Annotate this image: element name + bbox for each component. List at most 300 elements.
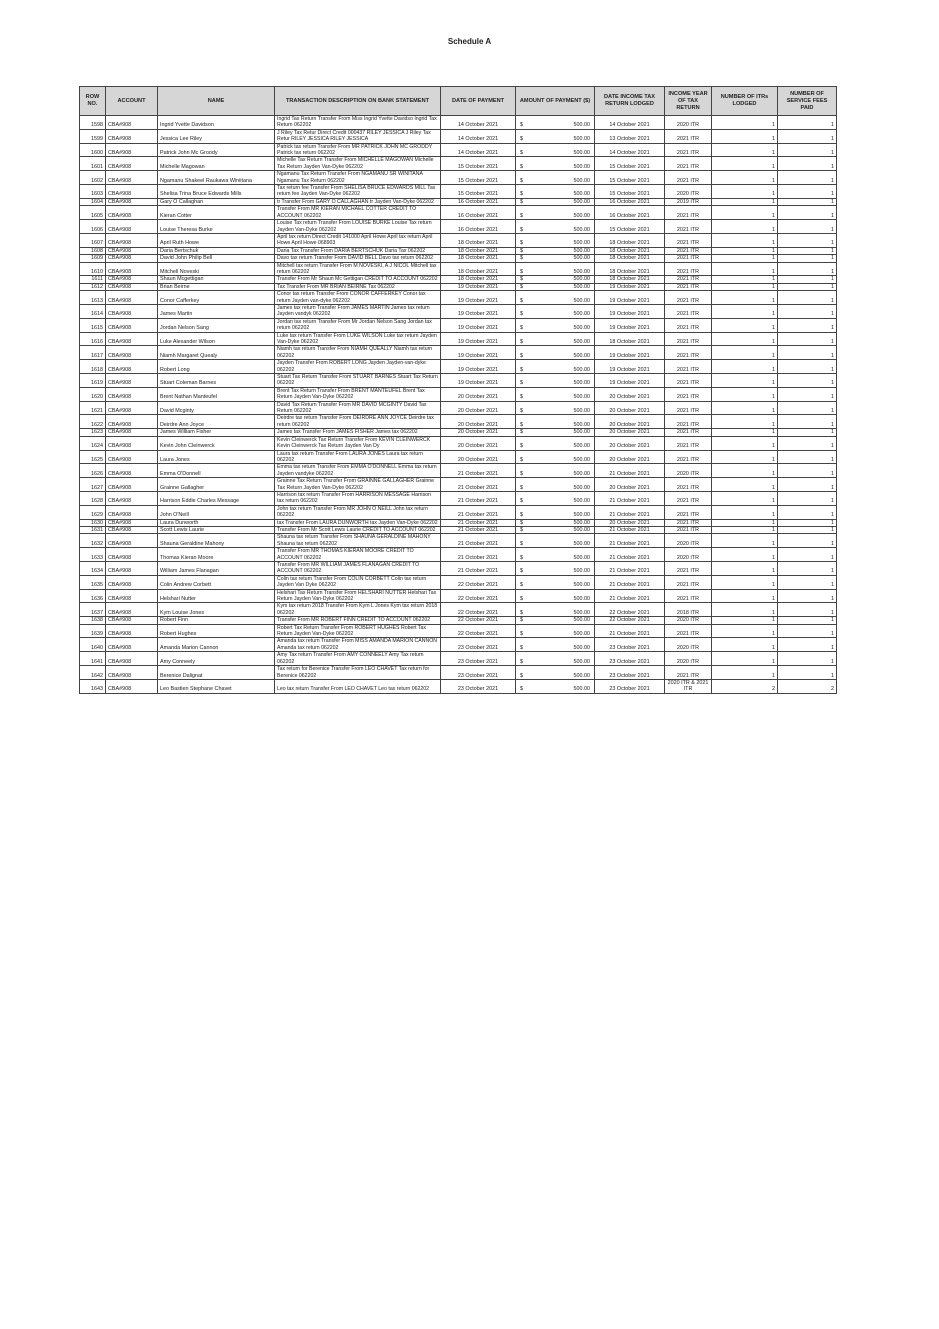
itrs-lodged-cell: 1 (712, 198, 778, 205)
lodged-date-cell: 19 October 2021 (595, 374, 665, 388)
amount-cell (516, 255, 595, 262)
description-cell: Colin tax return Transfer From COLIN CORBETT Colin tax return Jayden Van Dyke 062202 (275, 575, 441, 589)
amount-cell (516, 171, 595, 185)
table-row (80, 666, 837, 680)
itrs-lodged-cell: 1 (712, 129, 778, 143)
service-fees-cell: 1 (778, 291, 837, 305)
itrs-lodged-cell: 1 (712, 519, 778, 526)
service-fees-cell: 1 (778, 603, 837, 617)
amount-value: 500.00 (573, 609, 590, 616)
account-cell: CBA#908 (106, 198, 158, 205)
amount-cell (516, 143, 595, 157)
lodged-date-cell: 18 October 2021 (595, 276, 665, 283)
amount-cell (516, 478, 595, 492)
payment-date-cell: 21 October 2021 (441, 548, 516, 562)
name-cell: Amanda Marion Cannon (158, 638, 275, 652)
account-cell: CBA#908 (106, 262, 158, 276)
service-fees-cell: 1 (778, 276, 837, 283)
amount-cell (516, 429, 595, 436)
payment-date-cell: 18 October 2021 (441, 262, 516, 276)
payment-date-cell: 21 October 2021 (441, 491, 516, 505)
itrs-lodged-cell: 1 (712, 220, 778, 234)
row-number-cell: 1640 (80, 638, 106, 652)
lodged-date-cell: 20 October 2021 (595, 450, 665, 464)
row-number-cell: 1628 (80, 491, 106, 505)
lodged-date-cell: 21 October 2021 (595, 562, 665, 576)
header-row (80, 87, 837, 116)
itrs-lodged-cell: 1 (712, 464, 778, 478)
lodged-date-cell: 19 October 2021 (595, 318, 665, 332)
table-row (80, 491, 837, 505)
service-fees-cell: 1 (778, 450, 837, 464)
income-year-cell: 2021 ITR (665, 247, 712, 254)
currency-symbol: $ (520, 240, 523, 247)
income-year-cell: 2021 ITR (665, 255, 712, 262)
col-header-date-lodged: DATE INCOME TAX RETURN LODGED (595, 87, 665, 116)
service-fees-cell: 1 (778, 116, 837, 130)
table-row (80, 143, 837, 157)
name-cell: Colin Andrew Corbett (158, 575, 275, 589)
payment-date-cell: 20 October 2021 (441, 415, 516, 429)
itrs-lodged-cell: 1 (712, 450, 778, 464)
income-year-cell: 2021 ITR (665, 562, 712, 576)
description-cell: tr Transfer From GARY O CALLAGHAN tr Jayden Van-Dyke 062202 (275, 198, 441, 205)
account-cell: CBA#908 (106, 429, 158, 436)
amount-cell (516, 332, 595, 346)
row-number-cell: 1616 (80, 332, 106, 346)
name-cell: Niamh Margaret Quealy (158, 346, 275, 360)
name-cell: Mitchell Noveski (158, 262, 275, 276)
income-year-cell: 2021 ITR (665, 283, 712, 290)
row-number-cell: 1601 (80, 157, 106, 171)
amount-cell (516, 157, 595, 171)
amount-value: 500.00 (573, 136, 590, 143)
lodged-date-cell: 21 October 2021 (595, 548, 665, 562)
itrs-lodged-cell: 1 (712, 491, 778, 505)
currency-symbol: $ (520, 512, 523, 519)
table-row (80, 617, 837, 624)
name-cell: Emma O'Donnell (158, 464, 275, 478)
account-cell: CBA#908 (106, 291, 158, 305)
name-cell: Jessica Lee Riley (158, 129, 275, 143)
income-year-cell: 2021 ITR (665, 220, 712, 234)
description-cell: Transfer From Mr Scott Lewis Laurie CREDIT TO ACCOUNT 062202 (275, 526, 441, 533)
description-cell: Kym tax return 2018 Transfer From Kym L Jones Kym tax return 2018 062202 (275, 603, 441, 617)
amount-cell (516, 247, 595, 254)
account-cell: CBA#908 (106, 129, 158, 143)
account-cell: CBA#908 (106, 505, 158, 519)
description-cell: Tax return fee Transfer From SHELISA BRUCE EDWARDS MILL Tax return fee Jayden Van-Dyke 062202 (275, 185, 441, 199)
currency-symbol: $ (520, 456, 523, 463)
currency-symbol: $ (520, 297, 523, 304)
payment-date-cell: 22 October 2021 (441, 617, 516, 624)
name-cell: Shaun Mcgettigan (158, 276, 275, 283)
account-cell: CBA#908 (106, 171, 158, 185)
amount-cell (516, 283, 595, 290)
page-title: Schedule A (447, 37, 492, 46)
name-cell: Laura Jones (158, 450, 275, 464)
table-row (80, 401, 837, 415)
income-year-cell: 2020 ITR (665, 652, 712, 666)
description-cell: Jordan tax return Transfer From Mr Jordan Nelson Sang Jordan tax return 062202 (275, 318, 441, 332)
currency-symbol: $ (520, 568, 523, 575)
amount-cell (516, 666, 595, 680)
itrs-lodged-cell: 1 (712, 589, 778, 603)
amount-value: 500.00 (573, 394, 590, 401)
col-header-date-of-payment: DATE OF PAYMENT (441, 87, 516, 116)
payment-date-cell: 20 October 2021 (441, 387, 516, 401)
currency-symbol: $ (520, 686, 523, 693)
currency-symbol: $ (520, 631, 523, 638)
lodged-date-cell: 19 October 2021 (595, 346, 665, 360)
currency-symbol: $ (520, 526, 523, 533)
income-year-cell: 2021 ITR (665, 589, 712, 603)
income-year-cell: 2020 ITR & 2021 ITR (665, 679, 712, 693)
service-fees-cell: 1 (778, 478, 837, 492)
income-year-cell: 2020 ITR (665, 464, 712, 478)
itrs-lodged-cell: 1 (712, 276, 778, 283)
description-cell: Transfer From MR ROBERT FINN CREDIT TO ACCOUNT 062202 (275, 617, 441, 624)
service-fees-cell: 1 (778, 247, 837, 254)
amount-value: 500.00 (573, 339, 590, 345)
income-year-cell: 2020 ITR (665, 534, 712, 548)
row-number-cell: 1605 (80, 206, 106, 220)
table-row (80, 415, 837, 429)
table-row (80, 679, 837, 693)
lodged-date-cell: 15 October 2021 (595, 220, 665, 234)
amount-cell (516, 624, 595, 638)
table-row (80, 505, 837, 519)
name-cell: David John Philip Bell (158, 255, 275, 262)
itrs-lodged-cell: 1 (712, 283, 778, 290)
table-row (80, 387, 837, 401)
itrs-lodged-cell: 1 (712, 548, 778, 562)
amount-cell (516, 589, 595, 603)
service-fees-cell: 1 (778, 185, 837, 199)
income-year-cell: 2021 ITR (665, 262, 712, 276)
service-fees-cell: 1 (778, 233, 837, 247)
table-row (80, 198, 837, 205)
itrs-lodged-cell: 1 (712, 562, 778, 576)
payment-date-cell: 19 October 2021 (441, 332, 516, 346)
row-number-cell: 1643 (80, 679, 106, 693)
table-row (80, 436, 837, 450)
table-row (80, 185, 837, 199)
col-header-row-no: ROW NO. (80, 87, 106, 116)
currency-symbol: $ (520, 136, 523, 143)
account-cell: CBA#908 (106, 679, 158, 693)
income-year-cell: 2021 ITR (665, 233, 712, 247)
name-cell: Daria Bertschuk (158, 247, 275, 254)
row-number-cell: 1607 (80, 233, 106, 247)
income-year-cell: 2021 ITR (665, 450, 712, 464)
itrs-lodged-cell: 1 (712, 304, 778, 318)
lodged-date-cell: 23 October 2021 (595, 679, 665, 693)
name-cell: Scott Lewis Laurie (158, 526, 275, 533)
table-row (80, 233, 837, 247)
table-row (80, 638, 837, 652)
amount-value: 500.00 (573, 658, 590, 665)
itrs-lodged-cell: 1 (712, 255, 778, 262)
currency-symbol: $ (520, 339, 523, 345)
description-cell: Michelle Tax Return Transfer From MICHELLE MAGOWAN Michelle Tax Return Jayden Van-Dyke 062202 (275, 157, 441, 171)
row-number-cell: 1612 (80, 283, 106, 290)
service-fees-cell: 1 (778, 505, 837, 519)
row-number-cell: 1630 (80, 519, 106, 526)
name-cell: Grainne Gallagher (158, 478, 275, 492)
lodged-date-cell: 21 October 2021 (595, 534, 665, 548)
row-number-cell: 1611 (80, 276, 106, 283)
name-cell: Kieran Cotter (158, 206, 275, 220)
lodged-date-cell: 21 October 2021 (595, 505, 665, 519)
lodged-date-cell: 14 October 2021 (595, 116, 665, 130)
amount-cell (516, 360, 595, 374)
currency-symbol: $ (520, 212, 523, 219)
account-cell: CBA#908 (106, 220, 158, 234)
lodged-date-cell: 23 October 2021 (595, 652, 665, 666)
payment-date-cell: 16 October 2021 (441, 198, 516, 205)
account-cell: CBA#908 (106, 143, 158, 157)
row-number-cell: 1615 (80, 318, 106, 332)
account-cell: CBA#908 (106, 157, 158, 171)
currency-symbol: $ (520, 484, 523, 491)
name-cell: Thomas Kieran Moore (158, 548, 275, 562)
table-row (80, 548, 837, 562)
income-year-cell: 2021 ITR (665, 624, 712, 638)
currency-symbol: $ (520, 429, 523, 436)
table-row (80, 562, 837, 576)
itrs-lodged-cell: 1 (712, 401, 778, 415)
amount-cell (516, 198, 595, 205)
amount-value: 500.00 (573, 283, 590, 290)
table-row (80, 478, 837, 492)
income-year-cell: 2018 ITR (665, 603, 712, 617)
row-number-cell: 1622 (80, 415, 106, 429)
itrs-lodged-cell: 1 (712, 603, 778, 617)
amount-cell (516, 185, 595, 199)
account-cell: CBA#908 (106, 562, 158, 576)
amount-value: 500.00 (573, 686, 590, 693)
row-number-cell: 1634 (80, 562, 106, 576)
description-cell: Luke tax return Transfer From LUKE WILSON Luke tax return Jayden Van-Dyke 062202 (275, 332, 441, 346)
table-row (80, 526, 837, 533)
amount-cell (516, 491, 595, 505)
description-cell: Transfer From MR WILLIAM JAMES FLANAGAN CREDIT TO ACCOUNT 062202 (275, 562, 441, 576)
payment-date-cell: 19 October 2021 (441, 318, 516, 332)
payment-date-cell: 18 October 2021 (441, 255, 516, 262)
currency-symbol: $ (520, 554, 523, 561)
amount-cell (516, 291, 595, 305)
amount-value: 500.00 (573, 380, 590, 387)
lodged-date-cell: 23 October 2021 (595, 638, 665, 652)
currency-symbol: $ (520, 325, 523, 332)
itrs-lodged-cell: 1 (712, 332, 778, 346)
service-fees-cell: 1 (778, 666, 837, 680)
currency-symbol: $ (520, 255, 523, 262)
amount-cell (516, 233, 595, 247)
payment-date-cell: 19 October 2021 (441, 360, 516, 374)
service-fees-cell: 1 (778, 171, 837, 185)
currency-symbol: $ (520, 617, 523, 624)
itrs-lodged-cell: 1 (712, 617, 778, 624)
name-cell: Shelisa Trina Bruce Edwards Mills (158, 185, 275, 199)
row-number-cell: 1641 (80, 652, 106, 666)
currency-symbol: $ (520, 672, 523, 679)
description-cell: Grainne Tax Return Transfer From GRAINNE GALLAGHER Grainne Tax Return Jayden Van-Dyke 062202 (275, 478, 441, 492)
row-number-cell: 1625 (80, 450, 106, 464)
amount-value: 500.00 (573, 240, 590, 247)
account-cell: CBA#908 (106, 575, 158, 589)
name-cell: Conor Cafferkey (158, 291, 275, 305)
amount-cell (516, 638, 595, 652)
payment-date-cell: 22 October 2021 (441, 603, 516, 617)
row-number-cell: 1598 (80, 116, 106, 130)
currency-symbol: $ (520, 276, 523, 283)
currency-symbol: $ (520, 191, 523, 198)
table-row (80, 429, 837, 436)
payment-date-cell: 20 October 2021 (441, 450, 516, 464)
row-number-cell: 1619 (80, 374, 106, 388)
col-header-name: NAME (158, 87, 275, 116)
service-fees-cell: 1 (778, 429, 837, 436)
currency-symbol: $ (520, 596, 523, 603)
table-row (80, 450, 837, 464)
amount-cell (516, 374, 595, 388)
description-cell: Louise Tax return Transfer From LOUISE BURKE Louise Tax return Jayden Van-Dyke 062202 (275, 220, 441, 234)
account-cell: CBA#908 (106, 304, 158, 318)
itrs-lodged-cell: 1 (712, 233, 778, 247)
row-number-cell: 1600 (80, 143, 106, 157)
lodged-date-cell: 20 October 2021 (595, 387, 665, 401)
table-row (80, 291, 837, 305)
description-cell: Niamh tax return Transfer From NIAMH QUEALLY Niamh tax return 062202 (275, 346, 441, 360)
table-row (80, 171, 837, 185)
payment-date-cell: 14 October 2021 (441, 116, 516, 130)
amount-value: 500.00 (573, 268, 590, 275)
name-cell: Jordan Nelson Sang (158, 318, 275, 332)
itrs-lodged-cell: 1 (712, 638, 778, 652)
table-row (80, 157, 837, 171)
amount-value: 500.00 (573, 226, 590, 233)
lodged-date-cell: 20 October 2021 (595, 436, 665, 450)
row-number-cell: 1636 (80, 589, 106, 603)
service-fees-cell: 1 (778, 346, 837, 360)
income-year-cell: 2021 ITR (665, 171, 712, 185)
currency-symbol: $ (520, 470, 523, 477)
amount-value: 500.00 (573, 247, 590, 254)
amount-value: 500.00 (573, 526, 590, 533)
amount-value: 500.00 (573, 311, 590, 318)
description-cell: Brent Tax Return Transfer From BRENT MANTEUFEL Brent Tax Return Jayden Van-Dyke 062202 (275, 387, 441, 401)
currency-symbol: $ (520, 177, 523, 184)
amount-cell (516, 526, 595, 533)
amount-cell (516, 562, 595, 576)
amount-value: 500.00 (573, 297, 590, 304)
row-number-cell: 1604 (80, 198, 106, 205)
lodged-date-cell: 18 October 2021 (595, 233, 665, 247)
lodged-date-cell: 21 October 2021 (595, 464, 665, 478)
name-cell: James Martin (158, 304, 275, 318)
account-cell: CBA#908 (106, 666, 158, 680)
amount-cell (516, 262, 595, 276)
amount-cell (516, 304, 595, 318)
name-cell: Brian Beirne (158, 283, 275, 290)
amount-value: 500.00 (573, 617, 590, 624)
description-cell: Kevin Cleinwerck Tax Return Transfer From KEVIN CLEINWERCK Kevin Cleinwerck Tax Return Jayden Van Dy (275, 436, 441, 450)
currency-symbol: $ (520, 311, 523, 318)
currency-symbol: $ (520, 352, 523, 359)
itrs-lodged-cell: 1 (712, 318, 778, 332)
name-cell: William James Flanagan (158, 562, 275, 576)
row-number-cell: 1623 (80, 429, 106, 436)
name-cell: Leo Bastien Stephane Chavet (158, 679, 275, 693)
amount-value: 500.00 (573, 429, 590, 436)
description-cell: Amanda tax return Transfer From MISS AMANDA MARION CANNON Amanda tax return 062202 (275, 638, 441, 652)
name-cell: Patrick John Mc Groody (158, 143, 275, 157)
currency-symbol: $ (520, 609, 523, 616)
payment-date-cell: 18 October 2021 (441, 233, 516, 247)
description-cell: Transfer From MR THOMAS KIERAN MOORE CREDIT TO ACCOUNT 062202 (275, 548, 441, 562)
itrs-lodged-cell: 1 (712, 360, 778, 374)
table-row (80, 262, 837, 276)
amount-value: 500.00 (573, 443, 590, 450)
service-fees-cell: 1 (778, 262, 837, 276)
itrs-lodged-cell: 2 (712, 679, 778, 693)
row-number-cell: 1620 (80, 387, 106, 401)
payment-date-cell: 20 October 2021 (441, 429, 516, 436)
amount-value: 500.00 (573, 177, 590, 184)
lodged-date-cell: 16 October 2021 (595, 206, 665, 220)
itrs-lodged-cell: 1 (712, 652, 778, 666)
itrs-lodged-cell: 1 (712, 526, 778, 533)
table-row (80, 220, 837, 234)
payment-date-cell: 21 October 2021 (441, 464, 516, 478)
itrs-lodged-cell: 1 (712, 505, 778, 519)
description-cell: Tax return for Berenice Transfer From LEO CHAVET Tax return for Berenice 062202 (275, 666, 441, 680)
account-cell: CBA#908 (106, 332, 158, 346)
payment-date-cell: 22 October 2021 (441, 624, 516, 638)
payment-date-cell: 21 October 2021 (441, 526, 516, 533)
service-fees-cell: 1 (778, 143, 837, 157)
amount-value: 500.00 (573, 672, 590, 679)
itrs-lodged-cell: 1 (712, 247, 778, 254)
lodged-date-cell: 16 October 2021 (595, 198, 665, 205)
account-cell: CBA#908 (106, 276, 158, 283)
service-fees-cell: 1 (778, 436, 837, 450)
income-year-cell: 2021 ITR (665, 505, 712, 519)
service-fees-cell: 1 (778, 304, 837, 318)
income-year-cell: 2021 ITR (665, 318, 712, 332)
payment-date-cell: 19 October 2021 (441, 304, 516, 318)
account-cell: CBA#908 (106, 464, 158, 478)
payment-date-cell: 22 October 2021 (441, 589, 516, 603)
income-year-cell: 2021 ITR (665, 491, 712, 505)
itrs-lodged-cell: 1 (712, 171, 778, 185)
amount-value: 500.00 (573, 366, 590, 373)
service-fees-cell: 1 (778, 652, 837, 666)
account-cell: CBA#908 (106, 346, 158, 360)
amount-cell (516, 534, 595, 548)
service-fees-cell: 1 (778, 638, 837, 652)
name-cell: Stuart Coleman Barnes (158, 374, 275, 388)
description-cell: Ingrid Tax Return Transfer From Miss Ingrid Yvette Davidso Ingrid Tax Return 062202 (275, 116, 441, 130)
row-number-cell: 1639 (80, 624, 106, 638)
amount-cell (516, 652, 595, 666)
name-cell: Robert Long (158, 360, 275, 374)
payment-date-cell: 23 October 2021 (441, 652, 516, 666)
name-cell: Luke Alexander Wilson (158, 332, 275, 346)
payment-date-cell: 23 October 2021 (441, 666, 516, 680)
